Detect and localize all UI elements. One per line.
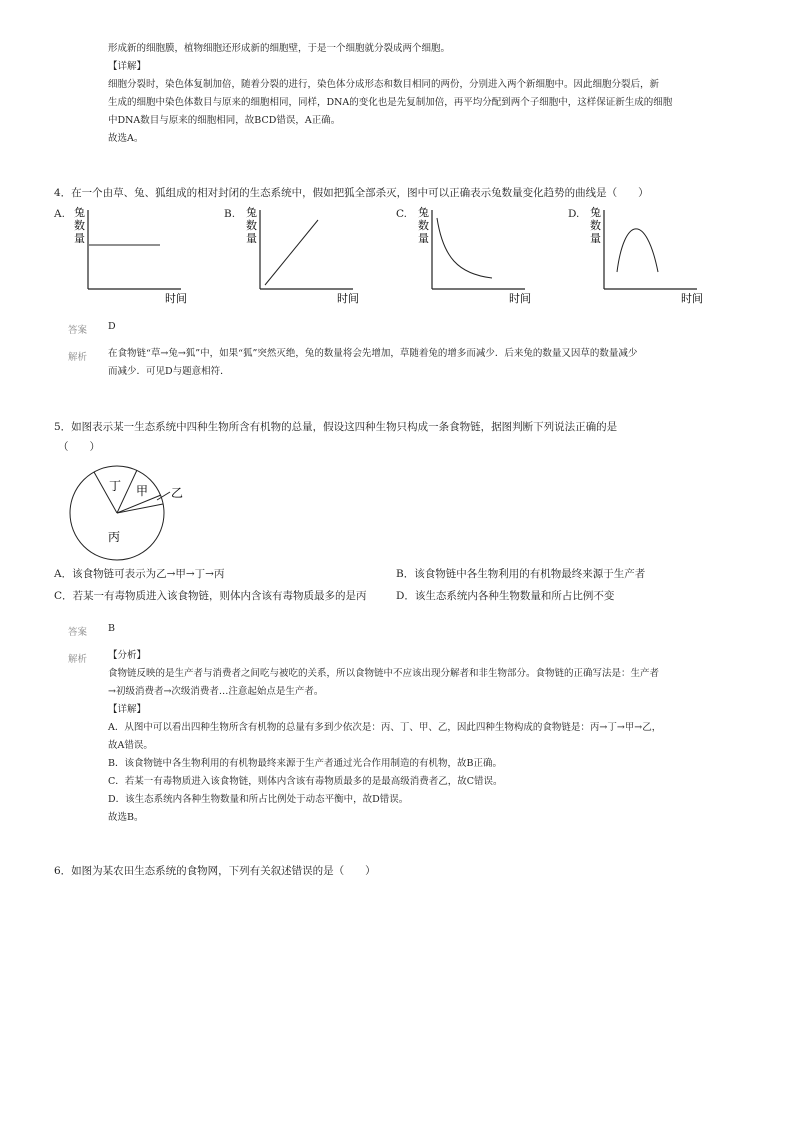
q4-graph-a-ylabel-2: 数 — [74, 219, 85, 232]
q5-pie-label-jia: 甲 — [136, 484, 149, 498]
question-4-text: 4．在一个由草、兔、狐组成的相对封闭的生态系统中，假如把狐全部杀灭，图中可以正确表示兔数量变化趋势的曲线是（ ） — [54, 187, 649, 199]
q4-graph-d-ylabel-1: 兔 — [590, 206, 601, 219]
q4-analysis-label: 解析 — [68, 352, 88, 363]
q4-graph-b-curve — [265, 220, 318, 285]
q4-graph-b-ylabel-1: 兔 — [246, 206, 257, 219]
q4-answer-label: 答案 — [68, 325, 88, 336]
q4-graph-b-ylabel-2: 数 — [246, 219, 257, 232]
q5-analysis-line: →初级消费者→次级消费者…注意起始点是生产者。 — [108, 686, 324, 697]
q5-analysis-line: 【分析】 — [108, 650, 147, 661]
q5-pie-label-yi: 乙 — [171, 486, 184, 500]
q4-graph-a — [66, 202, 196, 308]
q4-graph-c-ylabel-3: 量 — [418, 232, 429, 245]
top-line-1: 形成新的细胞膜，植物细胞还形成新的细胞壁，于是一个细胞就分裂成两个细胞。 — [108, 43, 451, 54]
top-line-2: 细胞分裂时，染色体复制加倍，随着分裂的进行，染色体分成形态和数目相同的两份，分别进入两个新细胞中。因此细胞分裂后，新 — [108, 79, 660, 90]
q4-option-c-letter: C. — [396, 208, 407, 220]
q4-graph-d — [582, 202, 712, 308]
q4-graph-a-ylabel-3: 量 — [74, 232, 85, 245]
q4-graph-d-ylabel-2: 数 — [590, 219, 601, 232]
q5-analysis-line: 食物链反映的是生产者与消费者之间吃与被吃的关系，所以食物链中不应该出现分解者和非生物部分。食物链的正确写法是：生产者 — [108, 668, 660, 679]
q5-option-d: D．该生态系统内各种生物数量和所占比例不变 — [396, 590, 615, 602]
q4-option-a-letter: A. — [54, 208, 65, 220]
top-line-3: 生成的细胞中染色体数目与原来的细胞相同，同样，DNA的变化也是先复制加倍，再平均分配到两个子细胞中，这样保证新生成的细胞 — [108, 97, 673, 108]
question-5-text: 5．如图表示某一生态系统中四种生物所含有机物的总量，假设这四种生物只构成一条食物链，据图判断下列说法正确的是 — [54, 421, 618, 433]
q4-option-d-letter: D. — [568, 208, 580, 220]
q4-graph-a-ylabel-1: 兔 — [74, 206, 85, 219]
q4-graph-d-xlabel: 时间 — [681, 292, 703, 305]
q5-answer-value: B — [108, 623, 115, 634]
q4-answer-value: D — [108, 321, 116, 332]
q5-pie-divider-4 — [117, 504, 163, 513]
q5-pie-chart — [64, 462, 204, 566]
q5-answer-label: 答案 — [68, 627, 88, 638]
q5-analysis-label: 解析 — [68, 654, 88, 665]
q5-analysis-line: A．从图中可以看出四种生物所含有机物的总量有多到少依次是：丙、丁、甲、乙，因此四种生物构成的食物链是：丙→丁→甲→乙， — [108, 722, 662, 733]
question-5-paren: （ ） — [58, 441, 100, 453]
q5-analysis-line: 故A错误。 — [108, 740, 153, 751]
top-line-5: 故选A。 — [108, 133, 144, 144]
detail-label: 【详解】 — [108, 61, 147, 72]
q5-option-c: C．若某一有毒物质进入该食物链，则体内含该有毒物质最多的是丙 — [54, 590, 367, 602]
q4-analysis-line-1: 在食物链“草→兔→狐”中，如果“狐”突然灭绝，兔的数量将会先增加，草随着兔的增多而减少．后来兔的数量又因草的数量减少 — [108, 348, 638, 359]
q4-graph-c-ylabel-1: 兔 — [418, 206, 429, 219]
q4-graph-d-ylabel-3: 量 — [590, 232, 601, 245]
q4-graph-c-ylabel-2: 数 — [418, 219, 429, 232]
q4-graph-c-curve — [437, 218, 492, 278]
q4-graph-b-xlabel: 时间 — [337, 292, 359, 305]
q5-analysis-line: 【详解】 — [108, 704, 147, 715]
q5-pie-label-ding: 丁 — [109, 479, 122, 493]
q4-graph-b-ylabel-3: 量 — [246, 232, 257, 245]
q5-option-b: B．该食物链中各生物利用的有机物最终来源于生产者 — [396, 568, 646, 580]
q4-graph-c-xlabel: 时间 — [509, 292, 531, 305]
q5-analysis-line: B．该食物链中各生物利用的有机物最终来源于生产者通过光合作用制造的有机物，故B正确。 — [108, 758, 502, 769]
top-line-4: 中DNA数目与原来的细胞相同，故BCD错误，A正确。 — [108, 115, 341, 126]
question-6-text: 6．如图为某农田生态系统的食物网，下列有关叙述错误的是（ ） — [54, 865, 376, 877]
q4-graph-c — [410, 202, 540, 308]
q5-pie-label-bing: 丙 — [108, 530, 121, 544]
q5-analysis-line: D．该生态系统内各种生物数量和所占比例处于动态平衡中，故D错误。 — [108, 794, 409, 805]
q4-graph-a-xlabel: 时间 — [165, 292, 187, 305]
q5-analysis-line: 故选B。 — [108, 812, 144, 823]
q4-option-b-letter: B. — [224, 208, 236, 220]
q5-analysis-line: C．若某一有毒物质进入该食物链，则体内含该有毒物质最多的是最高级消费者乙，故C错误。 — [108, 776, 503, 787]
q4-graph-b — [238, 202, 368, 308]
q4-graph-d-curve — [617, 229, 658, 272]
q5-option-a: A．该食物链可表示为乙→甲→丁→丙 — [54, 568, 225, 580]
q4-analysis-line-2: 而减少．可见D与题意相符． — [108, 366, 230, 377]
